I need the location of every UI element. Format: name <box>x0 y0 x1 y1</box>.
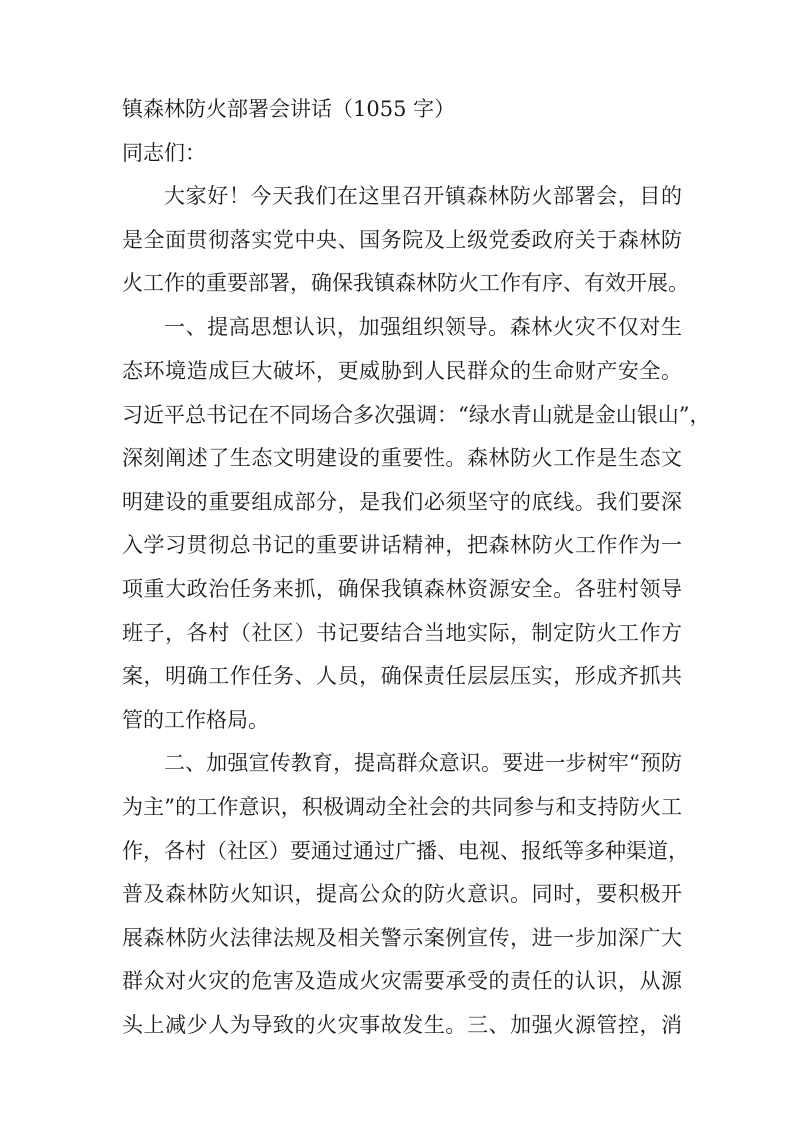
paragraph-line: 头上减少人为导致的火灾事故发生。三、加强火源管控，消 <box>122 1013 682 1037</box>
paragraph-line: 态环境造成巨大破坏，更威胁到人民群众的生命财产安全。 <box>122 359 682 383</box>
paragraph-line: 是全面贯彻落实党中央、国务院及上级党委政府关于森林防 <box>122 228 682 252</box>
paragraph-line: 群众对火灾的危害及造成火灾需要承受的责任的认识，从源 <box>122 969 682 993</box>
paragraph-line: 明建设的重要组成部分，是我们必须坚守的底线。我们要深 <box>122 490 682 514</box>
paragraph-line: 习近平总书记在不同场合多次强调：“绿水青山就是金山银山”， <box>122 403 711 427</box>
paragraph-line: 为主”的工作意识，积极调动全社会的共同参与和支持防火工 <box>122 795 682 819</box>
paragraph-line: 火工作的重要部署，确保我镇森林防火工作有序、有效开展。 <box>122 271 689 295</box>
paragraph-line: 二、加强宣传教育，提高群众意识。要进一步树牢“预防 <box>164 751 682 775</box>
paragraph-line: 一、提高思想认识，加强组织领导。森林火灾不仅对生 <box>164 315 682 339</box>
paragraph-line: 展森林防火法律法规及相关警示案例宣传，进一步加深广大 <box>122 926 682 950</box>
paragraph-line: 项重大政治任务来抓，确保我镇森林资源安全。各驻村领导 <box>122 577 682 601</box>
document-title: 镇森林防火部署会讲话（1055 字） <box>122 97 456 121</box>
paragraph-line: 入学习贯彻总书记的重要讲话精神，把森林防火工作作为一 <box>122 533 682 557</box>
paragraph-line: 管的工作格局。 <box>122 708 269 732</box>
paragraph-line: 作，各村（社区）要通过通过广播、电视、报纸等多种渠道， <box>122 839 689 863</box>
paragraph-line: 班子，各村（社区）书记要结合当地实际，制定防火工作方 <box>122 621 682 645</box>
paragraph-line: 普及森林防火知识，提高公众的防火意识。同时，要积极开 <box>122 882 682 906</box>
paragraph-line: 大家好！今天我们在这里召开镇森林防火部署会，目的 <box>164 184 682 208</box>
salutation: 同志们： <box>122 141 206 165</box>
paragraph-line: 案，明确工作任务、人员，确保责任层层压实，形成齐抓共 <box>122 664 682 688</box>
paragraph-line: 深刻阐述了生态文明建设的重要性。森林防火工作是生态文 <box>122 446 682 470</box>
